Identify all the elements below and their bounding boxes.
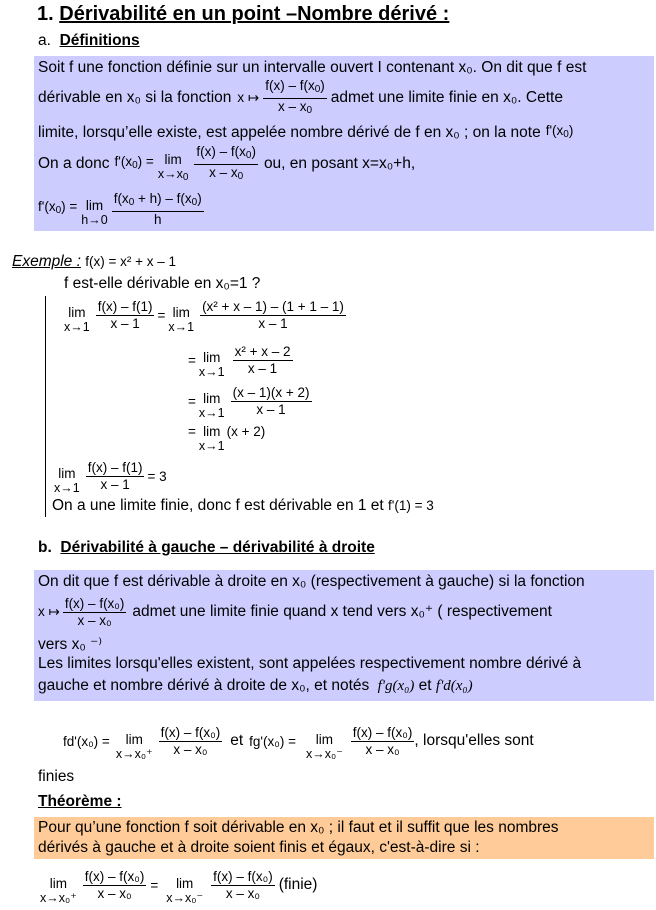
fraction-difference-quotient [63, 596, 127, 629]
lim-under: x→x [157, 166, 183, 181]
lim-text: lim [85, 198, 104, 213]
definition-b-line-3: vers x₀ ⁻⁾ [38, 636, 103, 653]
notation-right-derivative: f'd(x₀) [435, 678, 473, 694]
notation-left-derivative: f'g(x₀) [377, 678, 415, 694]
limit-operator [199, 424, 225, 454]
frac-denominator: x – x₀ [77, 612, 112, 628]
fraction-difference-quotient [263, 78, 327, 119]
definition-line-3-text: limite, lorsqu’elle existe, est appelée nombre dérivé de f en x₀ ; on la note [38, 124, 541, 141]
equals: = [150, 877, 159, 893]
fraction [96, 299, 155, 332]
equals: = [157, 307, 166, 323]
fraction [200, 299, 346, 332]
frac-denominator: x – x₀ [97, 885, 132, 901]
section-number: 1. [37, 3, 54, 25]
fraction [86, 460, 145, 493]
lim-text: lim [203, 350, 221, 365]
lim-under: x→1 [168, 320, 195, 334]
frac-numerator: f(x) – f(x₀) [352, 724, 413, 740]
lim-under-sub: 0 [182, 171, 189, 183]
frac-numerator: f(x) – f(x [196, 143, 246, 159]
theorem-title: Théorème : [38, 793, 122, 810]
lim-text: lim [315, 732, 334, 747]
fraction [351, 725, 415, 758]
definition-b-line-1: On dit que f est dérivable à droite en x₀ (respectivement à gauche) si la fonction [38, 573, 585, 590]
line-4-post: ou, en posant x=x₀+h, [263, 155, 416, 172]
derivative-notation [546, 122, 574, 144]
conclusion-value: f'(1) = 3 [388, 498, 434, 513]
frac-denominator: x – x₀ [225, 885, 260, 901]
subsection-a-heading [38, 32, 140, 50]
example-function: f(x) = x² + x – 1 [85, 254, 177, 269]
maps-to-symbol: x ↦ [38, 604, 60, 619]
limit-operator [64, 305, 90, 335]
maps-to-symbol: x ↦ [237, 90, 260, 105]
example-label: Exemple : [12, 253, 81, 270]
frac-numerator: f(x) – f(x₀) [213, 868, 273, 884]
section-heading [37, 3, 449, 26]
line-5-f-end: ) = [61, 199, 78, 214]
h-num-end: ) [197, 190, 202, 206]
fraction [233, 344, 293, 377]
definition-line-4 [38, 143, 415, 185]
frac-denominator: x – x [277, 98, 307, 114]
subsection-a-title: Définitions [59, 32, 140, 49]
limit-operator [54, 466, 80, 496]
frac-numerator: (x² + x – 1) – (1 + 1 – 1) [202, 298, 344, 314]
limit-operator-plus [40, 876, 77, 906]
frac-denominator: x – x [209, 164, 238, 180]
line-5-pre: gauche et nombre dérivé à droite de x₀, et notés [38, 677, 370, 694]
and-text: et [418, 677, 432, 694]
frac-numerator: (x – 1)(x + 2) [232, 384, 310, 400]
fraction [159, 725, 223, 758]
notation-end: ) [568, 123, 574, 138]
frac-denominator: x – 1 [100, 476, 130, 492]
line-5-f-sub: 0 [55, 205, 62, 216]
notation-f: f'(x [545, 123, 564, 138]
subsection-b-heading [38, 539, 375, 557]
definition-b-line-4: Les limites lorsqu'elles existent, sont appelées respectivement nombre dérivé à [38, 655, 582, 672]
theorem-line-1: Pour qu’une fonction f soit dérivable en x₀ ; il faut et il suffit que les nombres [38, 819, 559, 836]
frac-numerator: f(x) – f(x₀) [84, 868, 145, 884]
example-step-1 [64, 295, 346, 335]
frac-numerator: f(x) – f(x₀) [64, 595, 125, 611]
frac-numerator: f(x) – f(x₀) [160, 724, 221, 740]
limit-operator-h [81, 198, 107, 228]
definition-b-line-2-post: admet une limite finie quand x tend vers x₀⁺ ( respectivement [132, 603, 552, 620]
one-sided-derivative-formula [63, 720, 534, 762]
definition-line-2-post: admet une limite finie en x₀. Cette [330, 89, 563, 106]
h-num-sub2: 0 [191, 196, 198, 208]
notation-sub: 0 [563, 129, 569, 140]
definition-line-2-pre: dérivable en x₀ si la fonction [38, 89, 232, 106]
lim-under: x→1 [198, 365, 225, 379]
lim-text: lim [125, 732, 143, 747]
limit-operator-minus [306, 732, 343, 762]
lim-under: x→1 [198, 439, 225, 453]
lim-text: lim [172, 305, 190, 320]
frac-denominator: x – 1 [256, 401, 286, 417]
frac-denominator: x – 1 [258, 315, 288, 331]
theorem-formula [40, 864, 317, 906]
frac-numerator-sub: 0 [314, 83, 321, 95]
lim-under-minus: x→x₀⁻ [306, 747, 343, 761]
h-num: f(x [113, 190, 129, 206]
frac-denominator-sub: 0 [306, 104, 313, 116]
frac-numerator: f(x) – f(1) [97, 298, 153, 314]
equals: = [188, 393, 196, 409]
subsection-a-letter: a. [38, 32, 51, 49]
lim-text: lim [203, 391, 221, 406]
frac-denominator: x – x₀ [365, 741, 400, 757]
equals: = [188, 352, 196, 368]
subsection-b-title: Dérivabilité à gauche – dérivabilité à droite [60, 539, 375, 556]
left-derivative-label: fg'(x₀) = [249, 733, 296, 749]
definition-line-1: Soit f une fonction définie sur un intervalle ouvert I contenant x₀. On dit que f est [38, 59, 587, 76]
frac-denominator: x – 1 [247, 360, 278, 376]
example-conclusion [52, 497, 434, 515]
line-5-derivative [38, 198, 77, 220]
lim-under: x→1 [198, 406, 225, 420]
example-step-3 [188, 381, 312, 421]
frac-numerator-end: ) [251, 143, 256, 159]
fraction [83, 869, 147, 902]
simplified-expression: (x + 2) [226, 424, 266, 439]
line-5-f: f'(x [38, 199, 56, 214]
example-heading [12, 253, 176, 271]
finie-note: (finie) [278, 876, 318, 893]
lim-text: lim [203, 424, 221, 439]
lim-under-plus: x→x₀⁺ [40, 891, 77, 905]
line-4-f-sub: 0 [132, 160, 138, 171]
fraction-h [112, 191, 204, 228]
fraction [231, 385, 312, 418]
limit-operator [199, 391, 225, 421]
result-value: = 3 [147, 468, 167, 484]
definition-line-5 [38, 188, 204, 230]
frac-denominator: x – x₀ [173, 741, 208, 757]
section-title: Dérivabilité en un point –Nombre dérivé : [59, 3, 450, 25]
theorem-heading [38, 793, 122, 811]
limit-operator [158, 152, 189, 185]
definition-line-2 [38, 78, 563, 118]
line-4-f: f'(x [114, 154, 133, 169]
definition-b-line-5 [38, 677, 473, 695]
lim-text: lim [68, 305, 86, 320]
example-question: f est-elle dérivable en x₀=1 ? [64, 275, 261, 292]
lim-under: x→1 [54, 481, 80, 495]
definition-line-3 [38, 122, 573, 144]
lim-under-h: h→0 [81, 213, 108, 227]
limit-operator [199, 350, 225, 380]
example-step-2 [188, 340, 293, 380]
theorem-line-2: dérivés à gauche et à droite soient finis et égaux, c'est-à-dire si : [38, 839, 480, 856]
subsection-b-letter: b. [38, 539, 52, 556]
limit-operator-plus [116, 732, 153, 762]
line-4-derivative [115, 153, 154, 175]
conclusion-text: On a une limite finie, donc f est dérivable en 1 et [52, 497, 384, 514]
lim-under-minus: x→x₀⁻ [166, 891, 204, 905]
lim-under: x→1 [64, 320, 90, 334]
equals: = [188, 424, 196, 439]
fraction [211, 869, 275, 902]
h-num-sub: 0 [128, 196, 135, 208]
example-vertical-rule [45, 296, 46, 517]
lim-text: lim [49, 876, 68, 891]
lim-text: lim [176, 876, 194, 891]
line-4-pre: On a donc [38, 155, 110, 172]
frac-denominator: x – 1 [110, 315, 140, 331]
formula-b-post: , lorsqu'elles sont [414, 732, 534, 749]
example-result [54, 456, 167, 496]
frac-numerator: f(x) – f(x [265, 77, 315, 93]
et-text: et [230, 732, 244, 749]
limit-operator-minus [166, 876, 203, 906]
frac-denominator-sub: 0 [237, 170, 244, 182]
example-step-4 [188, 424, 265, 454]
fraction-limit [194, 144, 258, 185]
h-num-mid: + h) – f(x [134, 190, 192, 206]
right-derivative-label: fd'(x₀) = [63, 733, 110, 749]
lim-under-plus: x→x₀⁺ [115, 747, 153, 761]
h-den: h [153, 211, 162, 227]
line-4-f-end: ) = [137, 154, 154, 169]
lim-text: lim [164, 151, 182, 167]
frac-numerator: f(x) – f(1) [87, 459, 143, 475]
frac-numerator-sub: 0 [245, 149, 252, 161]
frac-numerator-end: ) [320, 77, 325, 93]
finies-text: finies [38, 768, 75, 785]
limit-operator [168, 305, 194, 335]
frac-numerator: x² + x – 2 [234, 343, 291, 359]
definition-b-line-2 [38, 592, 552, 632]
lim-text: lim [58, 466, 76, 481]
